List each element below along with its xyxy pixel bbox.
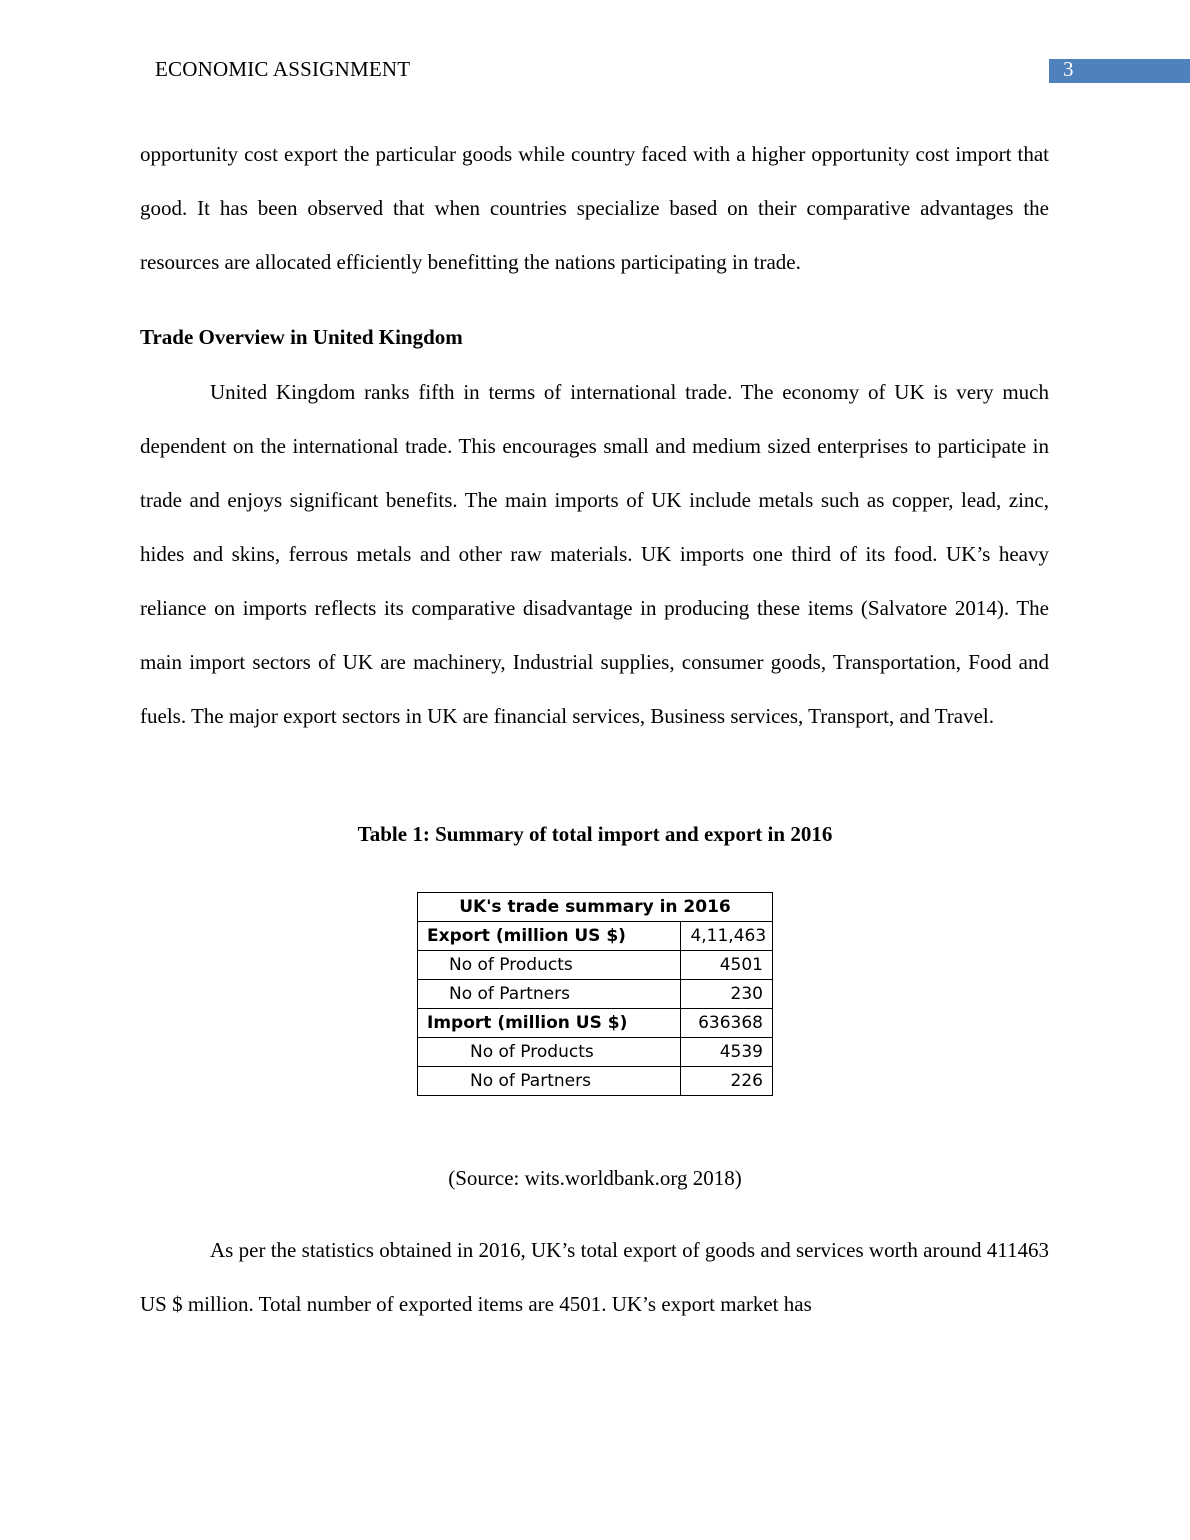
source-note: (Source: wits.worldbank.org 2018): [448, 1166, 742, 1190]
header-title: ECONOMIC ASSIGNMENT: [155, 57, 411, 81]
table-row: [418, 922, 773, 951]
row-label: No of Partners: [418, 980, 681, 1009]
row-label: Import (million US $): [418, 1009, 681, 1038]
paragraph-3: As per the statistics obtained in 2016, UK’s total export of goods and services worth around 411463 US $ million. Total number of exported items are 4501. UK’s export market has: [140, 1238, 1049, 1316]
page-number: 3: [1063, 57, 1074, 81]
table-caption: Table 1: Summary of total import and export in 2016: [357, 822, 833, 846]
paragraph-2: United Kingdom ranks fifth in terms of international trade. The economy of UK is very much dependent on the international trade. This encourages small and medium sized enterprises to participate in trade and enjoys significant benefits. The main imports of UK include metals such as copper, lead, zinc, hides and skins, ferrous metals and other raw materials. UK imports one third of its food. UK’s heavy reliance on imports reflects its comparative disadvantage in producing these items (Salvatore 2014). The main import sectors of UK are machinery, Industrial supplies, consumer goods, Transportation, Food and fuels. The major export sectors in UK are financial services, Business services, Transport, and Travel.: [140, 380, 1049, 728]
table-row: [418, 1038, 773, 1067]
row-value: 4501: [681, 951, 773, 980]
row-label: No of Partners: [418, 1067, 681, 1096]
row-label: No of Products: [418, 1038, 681, 1067]
table-header-row: [418, 893, 773, 922]
section-heading: Trade Overview in United Kingdom: [140, 325, 463, 349]
row-value: 226: [681, 1067, 773, 1096]
row-value: 4539: [681, 1038, 773, 1067]
row-value: 230: [681, 980, 773, 1009]
page-number-box: [1049, 59, 1190, 83]
table-title: UK's trade summary in 2016: [418, 893, 773, 922]
row-label: Export (million US $): [418, 922, 681, 951]
table-row: [418, 980, 773, 1009]
table-row: [418, 951, 773, 980]
table-row: [418, 1009, 773, 1038]
trade-summary-table: [417, 892, 773, 1096]
paragraph-1: opportunity cost export the particular goods while country faced with a higher opportunity cost import that good. It has been observed that when countries specialize based on their comparative advantages the resources are allocated efficiently benefitting the nations participating in trade.: [140, 142, 1049, 274]
row-label: No of Products: [418, 951, 681, 980]
table-row: [418, 1067, 773, 1096]
row-value: 636368: [681, 1009, 773, 1038]
row-value: 4,11,463: [681, 922, 773, 951]
